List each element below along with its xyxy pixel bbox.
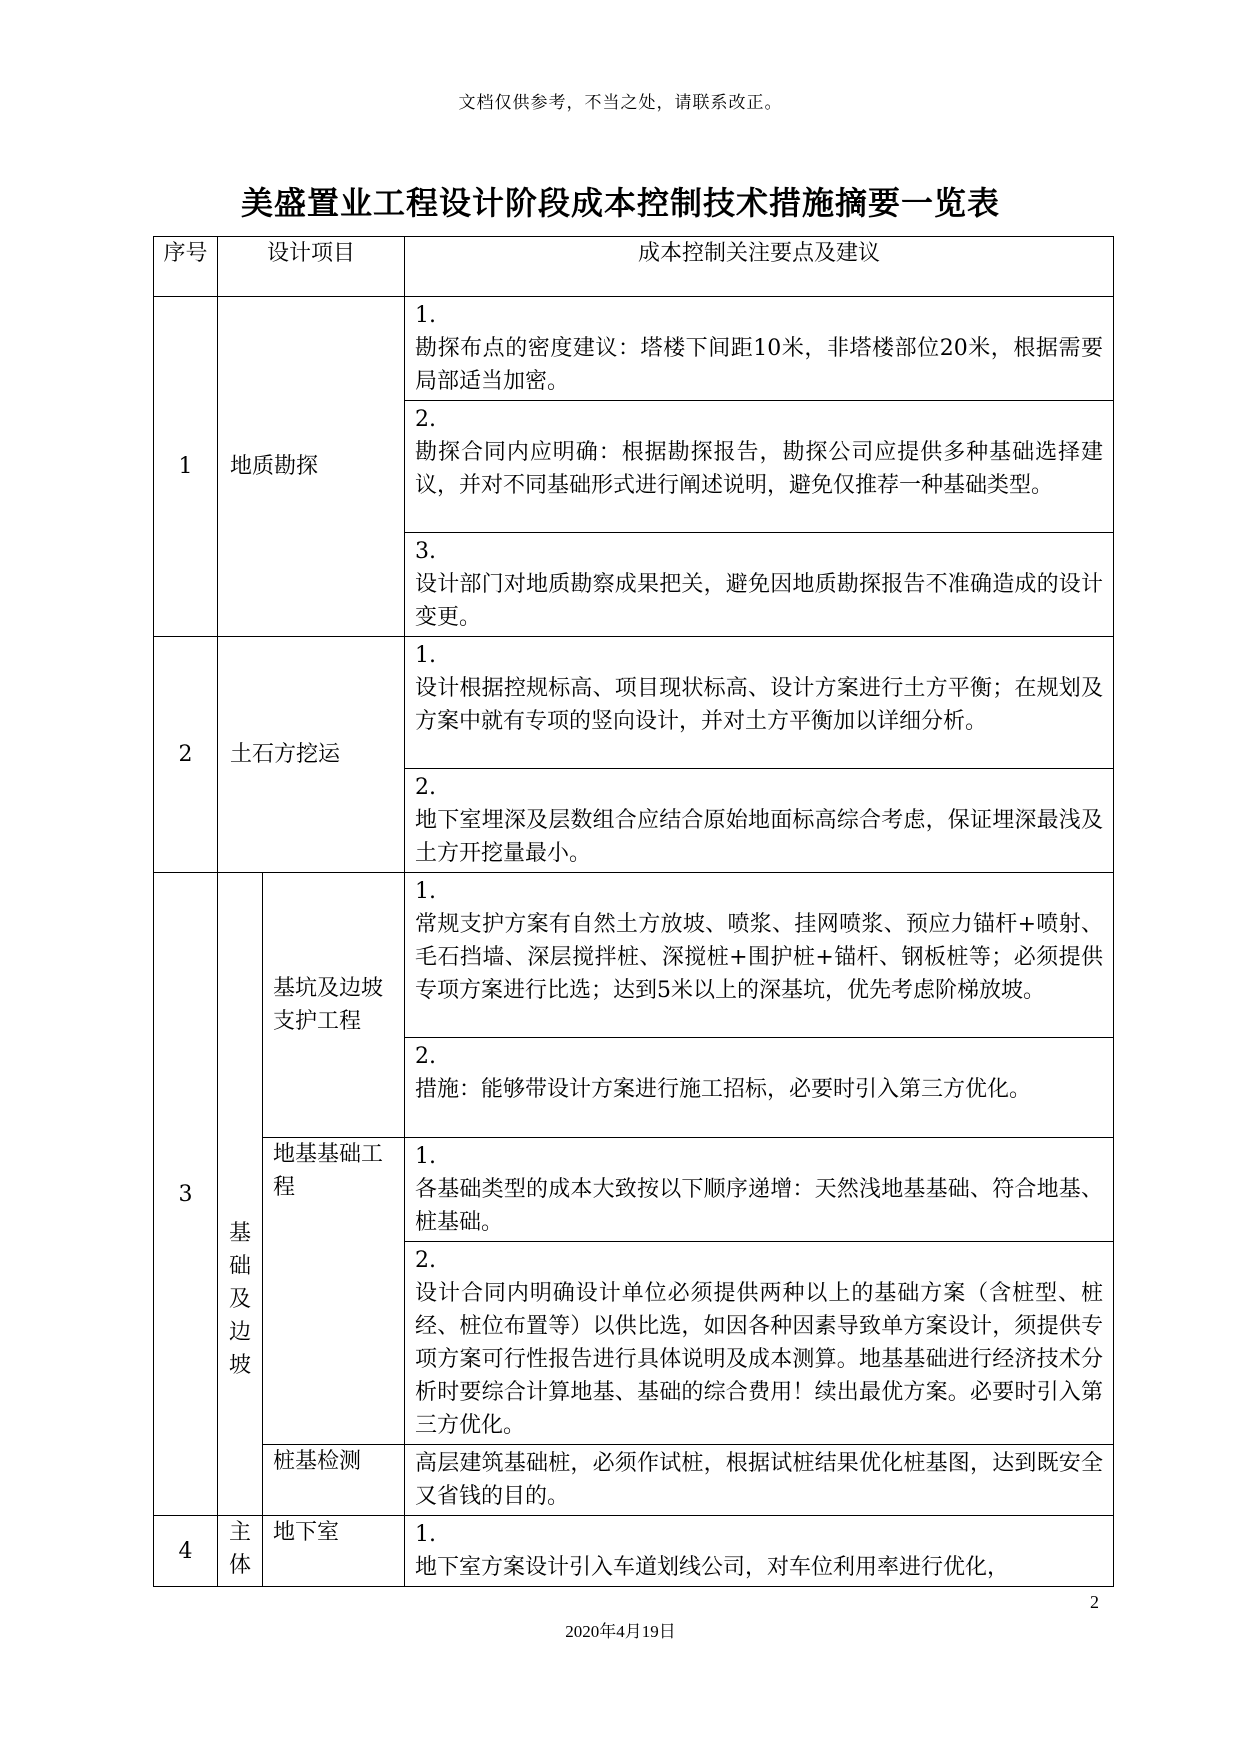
point-text: 设计合同内明确设计单位必须提供两种以上的基础方案（含桩型、桩经、桩位布置等）以供比选，如因各种因素导致单方案设计，须提供专项方案可行性报告进行具体说明及成本测算。地基基础进行经济技术分析时要综合计算地基、基础的综合费用！续出最优方案。必要时引入第三方优化。 <box>415 1281 1104 1438</box>
row-4-no: 4 <box>154 1516 218 1587</box>
row-3-sub-1-point-1 <box>405 873 1114 1038</box>
point-number: 2. <box>415 1248 437 1273</box>
page-number: 2 <box>1090 1592 1099 1612</box>
point-number: 3. <box>415 539 437 564</box>
row-2-no: 2 <box>154 637 218 873</box>
point-number: 1. <box>415 303 437 328</box>
point-number: 1. <box>415 1522 437 1547</box>
point-text: 勘探布点的密度建议：塔楼下间距10米，非塔楼部位20米，根据需要局部适当加密。 <box>415 336 1104 394</box>
header-no <box>154 237 218 297</box>
header-no-label: 序号 <box>163 241 208 266</box>
footer-date: 2020年4月19日 <box>565 1622 676 1641</box>
table-header-row <box>154 237 1114 297</box>
row-4-sub-1: 地下室 <box>263 1516 405 1587</box>
row-1-point-1 <box>405 297 1114 401</box>
table-row <box>154 1516 1114 1587</box>
category-label: 主体 <box>228 1520 251 1578</box>
cost-control-table <box>153 236 1114 1587</box>
point-text: 措施：能够带设计方案进行施工招标，必要时引入第三方优化。 <box>415 1077 1032 1102</box>
point-number: 1. <box>415 643 437 668</box>
table-row <box>154 873 1114 1038</box>
document-title: 美盛置业工程设计阶段成本控制技术措施摘要一览表 <box>240 184 1000 222</box>
header-content-label: 成本控制关注要点及建议 <box>638 241 881 266</box>
row-1-no: 1 <box>154 297 218 637</box>
row-2-point-1 <box>405 637 1114 769</box>
point-number: 1. <box>415 879 437 904</box>
point-text: 设计部门对地质勘察成果把关，避免因地质勘探报告不准确造成的设计变更。 <box>415 572 1104 630</box>
header-item-label: 设计项目 <box>267 241 356 266</box>
point-text: 常规支护方案有自然土方放坡、喷浆、挂网喷浆、预应力锚杆+喷射、毛石挡墙、深层搅拌桩、深搅桩+围护桩+锚杆、钢板桩等；必须提供专项方案进行比选；达到5米以上的深基坑，优先考虑阶梯放坡。 <box>415 912 1104 1003</box>
table-row <box>154 297 1114 401</box>
point-number: 2. <box>415 1044 437 1069</box>
row-1-point-2 <box>405 401 1114 533</box>
row-3-sub-3: 桩基检测 <box>263 1445 405 1516</box>
row-1-item: 地质勘探 <box>218 297 405 637</box>
row-3-category <box>218 873 263 1516</box>
point-text: 各基础类型的成本大致按以下顺序递增：天然浅地基基础、符合地基、桩基础。 <box>415 1177 1104 1235</box>
point-number: 1. <box>415 1144 437 1169</box>
row-3-sub-2-point-2 <box>405 1242 1114 1445</box>
row-4-category <box>218 1516 263 1587</box>
row-3-sub-2-point-1 <box>405 1138 1114 1242</box>
category-label: 基础及边坡 <box>228 1220 251 1378</box>
row-3-sub-1: 基坑及边坡支护工程 <box>263 873 405 1138</box>
point-number: 2. <box>415 775 437 800</box>
row-4-sub-1-point-1 <box>405 1516 1114 1587</box>
row-2-item: 土石方挖运 <box>218 637 405 873</box>
header-item <box>218 237 405 297</box>
table-row <box>154 637 1114 769</box>
table-row <box>154 1445 1114 1516</box>
point-text: 地下室方案设计引入车道划线公司，对车位利用率进行优化， <box>415 1555 1010 1580</box>
header-note: 文档仅供参考，不当之处，请联系改正。 <box>458 93 783 113</box>
table-row <box>154 1138 1114 1242</box>
point-number: 2. <box>415 407 437 432</box>
row-2-point-2 <box>405 769 1114 873</box>
row-3-no: 3 <box>154 873 218 1516</box>
point-text: 高层建筑基础桩，必须作试桩，根据试桩结果优化桩基图，达到既安全又省钱的目的。 <box>415 1451 1104 1509</box>
row-3-sub-1-point-2 <box>405 1038 1114 1138</box>
point-text: 地下室埋深及层数组合应结合原始地面标高综合考虑，保证埋深最浅及土方开挖量最小。 <box>415 808 1104 866</box>
point-text: 勘探合同内应明确：根据勘探报告，勘探公司应提供多种基础选择建议，并对不同基础形式进行阐述说明，避免仅推荐一种基础类型。 <box>415 440 1104 498</box>
point-text: 设计根据控规标高、项目现状标高、设计方案进行土方平衡；在规划及方案中就有专项的竖向设计，并对土方平衡加以详细分析。 <box>415 676 1104 734</box>
header-content <box>405 237 1114 297</box>
row-1-point-3 <box>405 533 1114 637</box>
row-3-sub-2: 地基基础工程 <box>263 1138 405 1445</box>
row-3-sub-3-point-1 <box>405 1445 1114 1516</box>
